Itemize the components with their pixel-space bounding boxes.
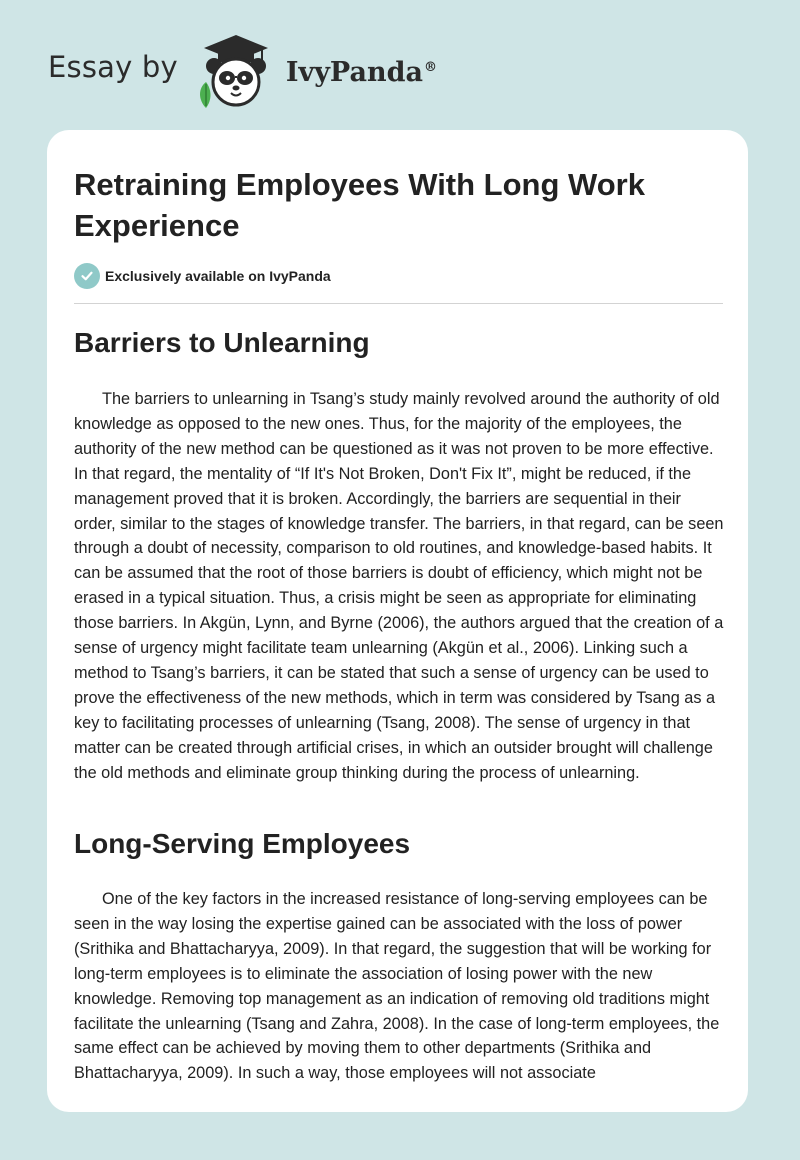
site-brand[interactable]	[48, 30, 437, 110]
exclusive-badge	[74, 263, 331, 289]
essay-card	[47, 130, 748, 1112]
section-long-serving-employees	[74, 826, 724, 1086]
section-paragraph: The barriers to unlearning in Tsang’s study mainly revolved around the authority of old knowledge as opposed to the new ones. Thus, for the majority of the employees, the authority of the new method can be questioned as it was not proven to be more effective. In that regard, the mentality of “If It's Not Broken, Don't Fix It”, might be reduced, if the management proved that it is broken. Accordingly, the barriers are sequential in their order, similar to the stages of knowledge transfer. The barriers, in that regard, can be seen through a doubt of necessity, comparison to old routines, and knowledge-based habits. It can be assumed that the root of those barriers is doubt of efficiency, which might not be erased in a typical situation. Thus, a crisis might be seen as appropriate for eliminating those barriers. In Akgün, Lynn, and Byrne (2006), the authors argued that the creation of a sense of urgency might facilitate team unlearning (Akgün et al., 2006). Linking such a method to Tsang’s barriers, it can be stated that such a sense of urgency can be used to prove the effectiveness of the new methods, which in term was considered by Tsang as a key to facilitating processes of unlearning (Tsang, 2008). The sense of urgency in that matter can be created through artificial crises, in which an outsider brought will challenge the old methods and eliminate group thinking during the process of unlearning.	[74, 390, 724, 782]
section-paragraph: One of the key factors in the increased resistance of long-serving employees can be seen in the way losing the expertise gained can be associated with the loss of power (Srithika and Bhattacharyya, 2009). In that regard, the suggestion that will be working for long-term employees is to eliminate the association of losing power with the new knowledge. Removing top management as an indication of removing old traditions might facilitate the unlearning (Tsang and Zahra, 2008). In the case of long-term employees, the same effect can be achieved by moving them to other departments (Srithika and Bhattacharyya, 2009). In such a way, those employees will not associate	[74, 890, 720, 1083]
brand-prefix: Essay by	[48, 50, 178, 84]
panda-logo-icon	[192, 30, 282, 110]
section-heading: Barriers to Unlearning	[74, 327, 370, 358]
exclusive-label: Exclusively available on IvyPanda	[105, 268, 331, 284]
section-heading: Long-Serving Employees	[74, 828, 411, 859]
section-barriers-to-unlearning	[74, 325, 724, 786]
check-icon	[74, 263, 100, 289]
divider	[74, 303, 723, 304]
essay-title: Retraining Employees With Long Work Experience	[74, 167, 645, 243]
brand-name: IvyPanda®	[285, 56, 437, 88]
